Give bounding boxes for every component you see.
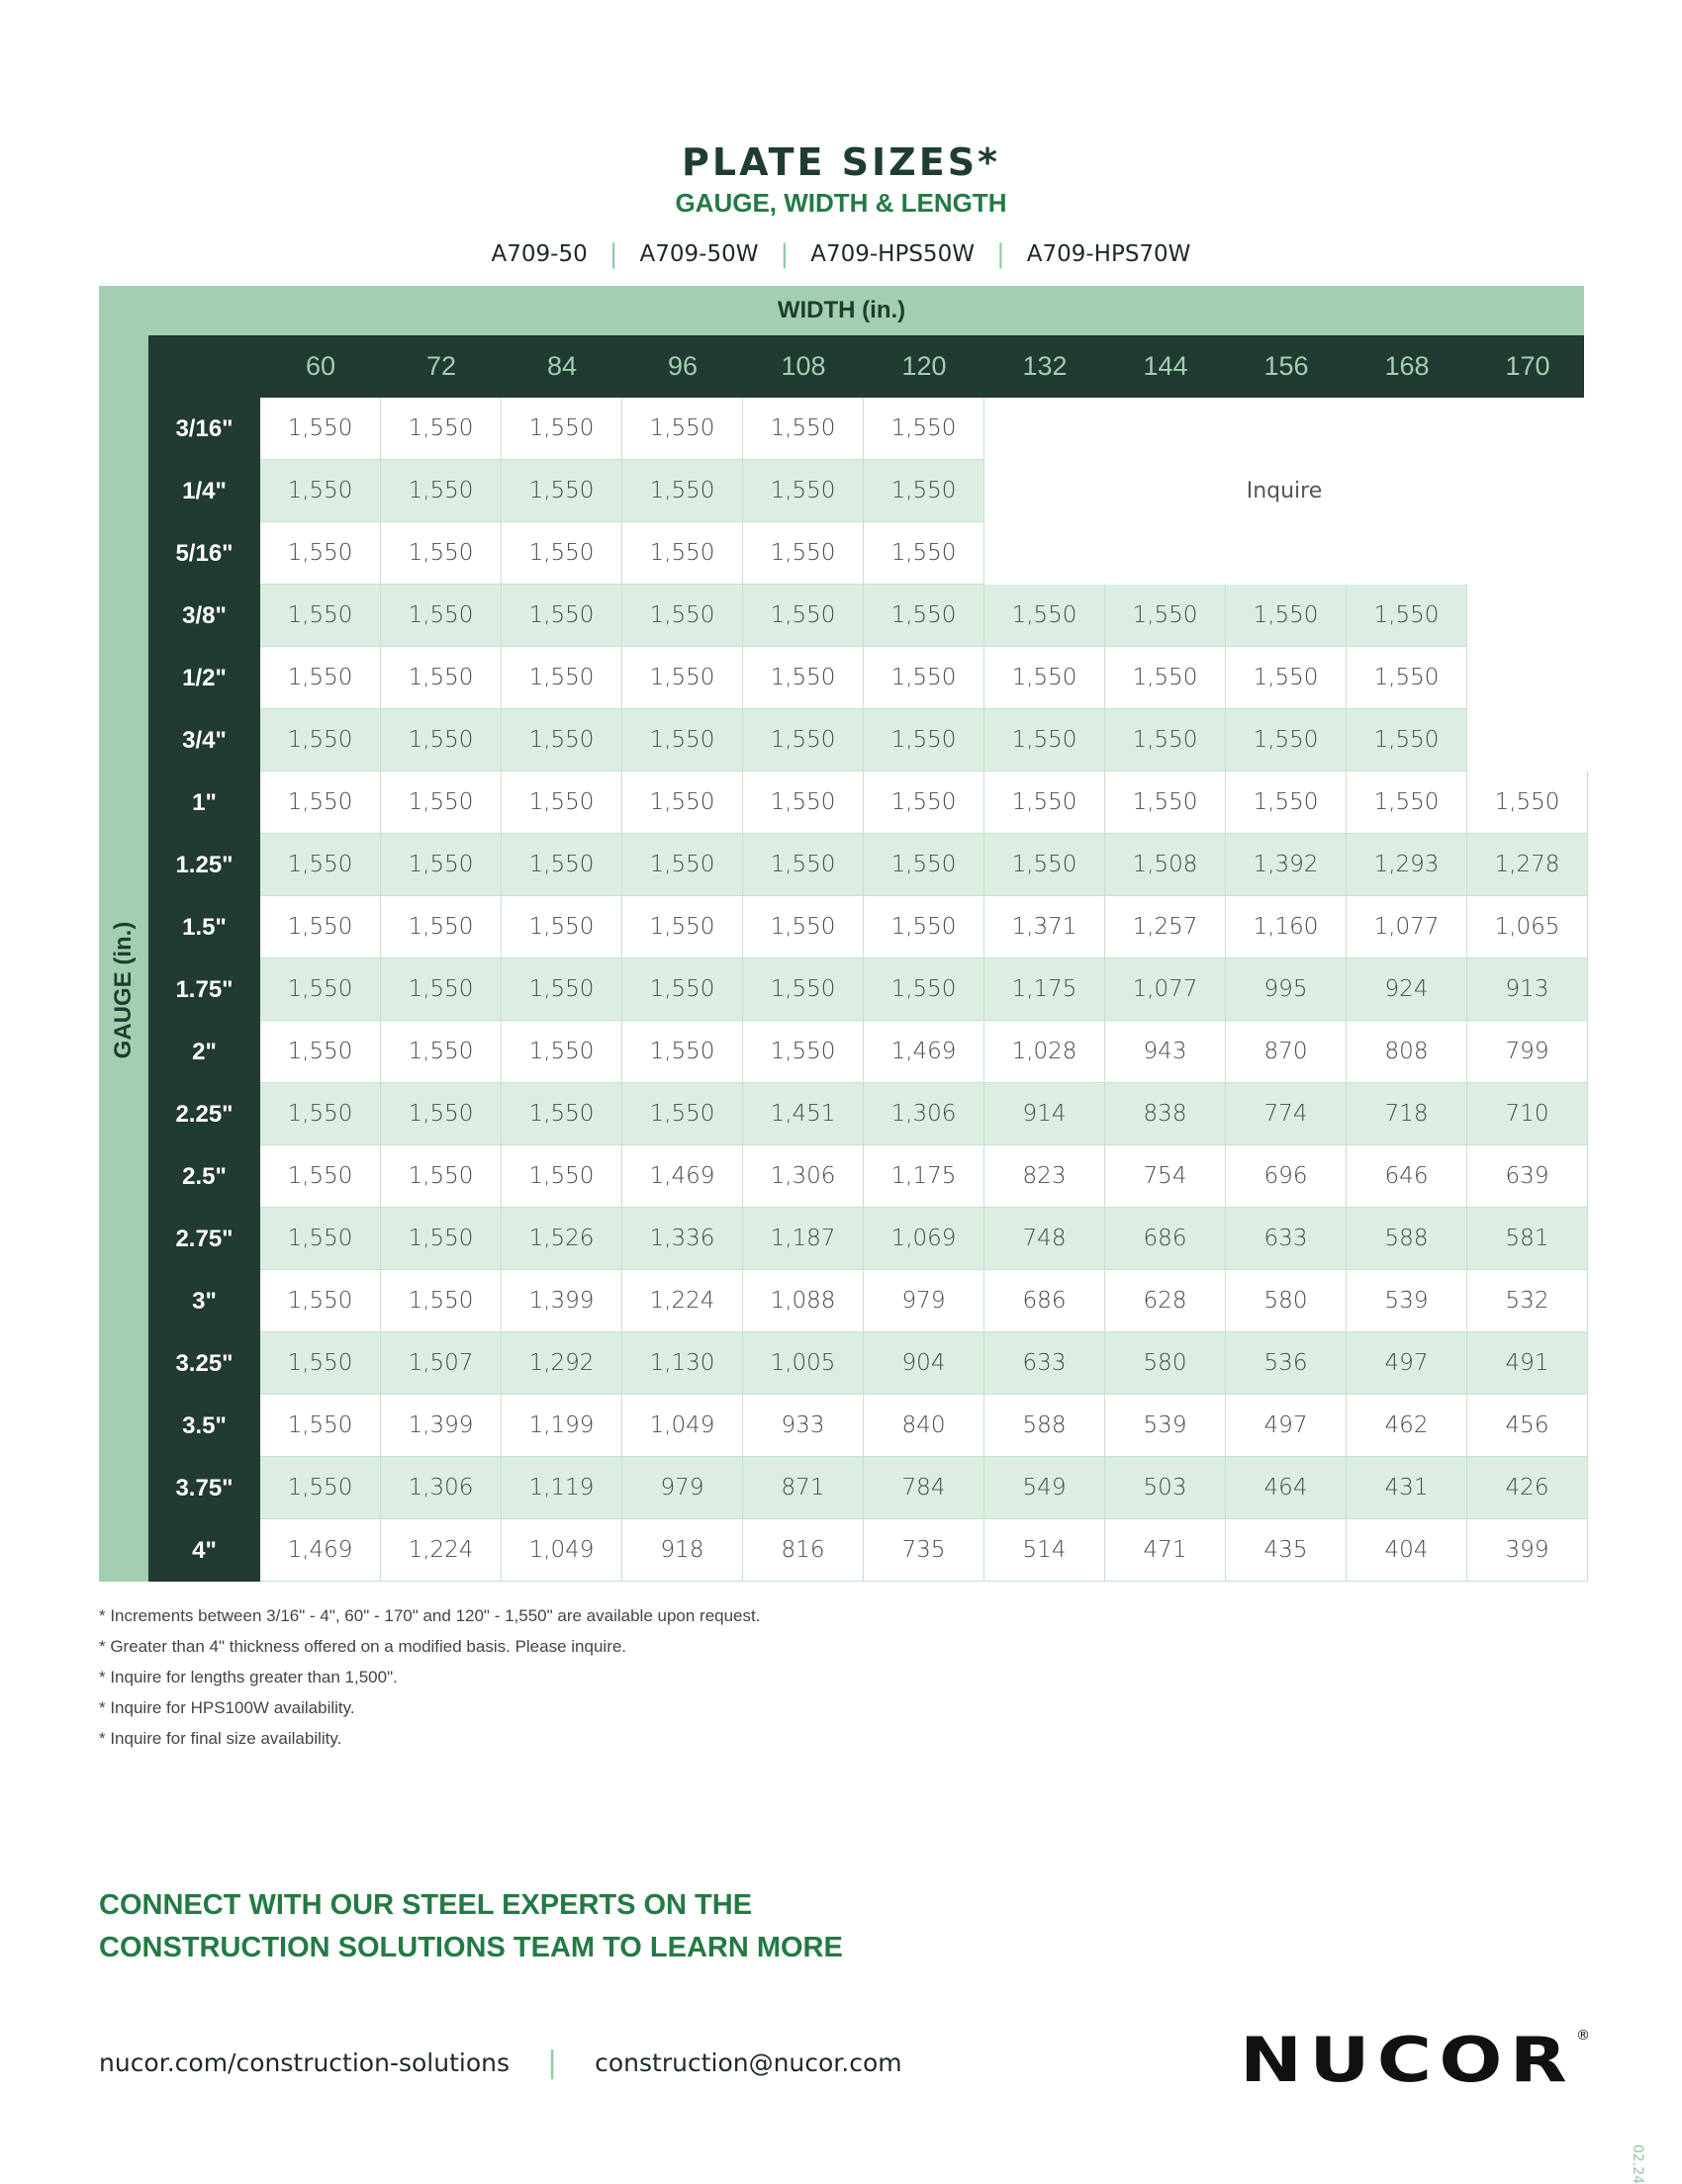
length-cell: 1,550 (260, 398, 381, 460)
width-header-cell: 120 (901, 351, 947, 381)
length-cell: 1,550 (1226, 647, 1347, 709)
length-cell: 1,550 (1226, 772, 1347, 834)
length-cell: 1,550 (381, 1270, 502, 1332)
length-cell: 646 (1347, 1145, 1467, 1208)
length-cell: 1,550 (622, 585, 743, 647)
length-cell: 581 (1467, 1208, 1588, 1270)
length-cell: 588 (1347, 1208, 1467, 1270)
length-cell: 1,550 (260, 1270, 381, 1332)
length-cell: 1,550 (864, 772, 984, 834)
length-cell: 1,550 (622, 1021, 743, 1083)
length-cell: 1,550 (260, 647, 381, 709)
length-cell: 1,550 (864, 896, 984, 958)
length-cell: 1,399 (502, 1270, 622, 1332)
length-cell: 1,550 (260, 834, 381, 896)
length-cell: 1,550 (381, 1208, 502, 1270)
width-header-cell: 168 (1384, 351, 1430, 381)
gauge-row-label: 5/16" (175, 540, 234, 567)
call-to-action (99, 1884, 843, 1969)
gauge-axis-label: GAUGE (in.) (110, 921, 137, 1059)
length-cell: 1,550 (502, 1021, 622, 1083)
length-cell: 1,175 (864, 1145, 984, 1208)
length-cell: 1,469 (622, 1145, 743, 1208)
length-cell: 1,550 (381, 522, 502, 585)
length-cell: 1,005 (743, 1332, 864, 1395)
length-cell: 718 (1347, 1083, 1467, 1145)
length-cell: 514 (984, 1519, 1105, 1582)
registered-mark: ® (1576, 2028, 1590, 2044)
length-cell: 918 (622, 1519, 743, 1582)
length-cell: 1,550 (260, 958, 381, 1021)
length-cell: 1,550 (984, 585, 1105, 647)
footnotes (99, 1600, 760, 1754)
length-cell: 1,550 (622, 522, 743, 585)
length-cell: 1,550 (743, 834, 864, 896)
grade-item: A709-50 (491, 241, 588, 267)
nucor-logo (1240, 2018, 1596, 2097)
length-cell: 1,306 (743, 1145, 864, 1208)
length-cell: 816 (743, 1519, 864, 1582)
length-cell: 1,550 (743, 460, 864, 522)
length-cell: 1,550 (502, 647, 622, 709)
width-header-row (148, 335, 1584, 398)
length-cell: 1,550 (502, 585, 622, 647)
length-cell: 1,278 (1467, 834, 1588, 896)
length-cell: 943 (1105, 1021, 1226, 1083)
length-cell: 1,550 (502, 398, 622, 460)
email-link[interactable]: construction@nucor.com (595, 2048, 902, 2077)
length-cell: 1,469 (864, 1021, 984, 1083)
length-cell: 1,399 (381, 1395, 502, 1457)
grade-item: A709-50W (639, 241, 759, 267)
inquire-note: Inquire (1246, 479, 1323, 503)
length-cell: 808 (1347, 1021, 1467, 1083)
length-cell: 1,550 (381, 772, 502, 834)
length-cell: 1,077 (1347, 896, 1467, 958)
length-cell: 580 (1226, 1270, 1347, 1332)
length-cell: 426 (1467, 1457, 1588, 1519)
length-cell: 1,550 (381, 1145, 502, 1208)
length-cell: 1,550 (260, 1208, 381, 1270)
length-cell: 1,550 (260, 772, 381, 834)
length-cell: 1,550 (502, 772, 622, 834)
length-cell: 1,550 (622, 896, 743, 958)
length-cell: 1,550 (622, 647, 743, 709)
footnote: * Inquire for HPS100W availability. (99, 1698, 355, 1717)
length-cell: 497 (1226, 1395, 1347, 1457)
length-cell: 1,550 (260, 1395, 381, 1457)
width-header-cell: 96 (667, 351, 699, 381)
length-cell: 1,550 (743, 772, 864, 834)
footnote: * Greater than 4" thickness offered on a modified basis. Please inquire. (99, 1637, 627, 1656)
width-axis-label: WIDTH (in.) (99, 286, 1584, 335)
length-cell: 1,292 (502, 1332, 622, 1395)
width-header-cell: 144 (1143, 351, 1188, 381)
gauge-row-label: 3/8" (182, 602, 227, 629)
length-cell: 1,550 (502, 460, 622, 522)
length-cell: 979 (864, 1270, 984, 1332)
length-cell: 871 (743, 1457, 864, 1519)
width-header-cell: 108 (781, 351, 826, 381)
length-cell: 1,550 (1467, 772, 1588, 834)
length-cell: 1,175 (984, 958, 1105, 1021)
page-title: PLATE SIZES* (682, 140, 1000, 184)
length-cell: 1,550 (743, 958, 864, 1021)
length-cell: 1,550 (381, 1021, 502, 1083)
length-cell: 696 (1226, 1145, 1347, 1208)
length-cell: 1,224 (622, 1270, 743, 1332)
length-cell: 1,550 (260, 896, 381, 958)
cta-line: CONNECT WITH OUR STEEL EXPERTS ON THE (99, 1889, 753, 1921)
length-cell: 1,550 (502, 958, 622, 1021)
length-cell: 1,187 (743, 1208, 864, 1270)
length-cell: 754 (1105, 1145, 1226, 1208)
document-date: 02.24 (1630, 2144, 1645, 2184)
length-cell: 748 (984, 1208, 1105, 1270)
length-cell: 1,550 (381, 460, 502, 522)
length-cell: 456 (1467, 1395, 1588, 1457)
length-cell: 1,550 (984, 647, 1105, 709)
length-cell: 1,257 (1105, 896, 1226, 958)
length-cell: 1,550 (381, 1083, 502, 1145)
width-header-cell: 84 (546, 351, 578, 381)
length-cell: 1,306 (864, 1083, 984, 1145)
length-cell: 435 (1226, 1519, 1347, 1582)
grade-item: A709-HPS50W (810, 241, 975, 267)
contact-info (99, 2046, 902, 2080)
length-cell: 1,550 (381, 958, 502, 1021)
length-cell: 1,550 (622, 834, 743, 896)
length-cell: 1,550 (381, 398, 502, 460)
length-cell: 1,550 (864, 834, 984, 896)
length-cell: 1,550 (1105, 709, 1226, 772)
length-cell: 1,550 (381, 709, 502, 772)
length-cell: 1,550 (984, 772, 1105, 834)
length-cell: 1,550 (502, 709, 622, 772)
length-cell: 1,550 (1105, 647, 1226, 709)
length-cell: 995 (1226, 958, 1347, 1021)
length-cell: 1,028 (984, 1021, 1105, 1083)
length-cell: 913 (1467, 958, 1588, 1021)
cta-line: CONSTRUCTION SOLUTIONS TEAM TO LEARN MORE (99, 1932, 843, 1963)
length-cell: 1,550 (502, 834, 622, 896)
gauge-row-label: 1" (192, 789, 217, 816)
length-cell: 686 (1105, 1208, 1226, 1270)
length-cell: 399 (1467, 1519, 1588, 1582)
length-cell: 1,550 (260, 709, 381, 772)
length-cell: 1,508 (1105, 834, 1226, 896)
gauge-row-label: 1.25" (175, 852, 234, 878)
gauge-row-label: 3/4" (182, 727, 227, 754)
length-cell: 1,160 (1226, 896, 1347, 958)
gauge-row-label: 2" (192, 1039, 217, 1065)
length-cell: 580 (1105, 1332, 1226, 1395)
length-cell: 870 (1226, 1021, 1347, 1083)
length-cell: 735 (864, 1519, 984, 1582)
length-cell: 1,550 (1347, 647, 1467, 709)
website-link[interactable]: nucor.com/construction-solutions (99, 2048, 510, 2077)
length-cell: 539 (1105, 1395, 1226, 1457)
gauge-row-label: 4" (192, 1537, 217, 1564)
length-cell: 1,550 (1226, 585, 1347, 647)
gauge-row-label: 1/2" (182, 665, 227, 691)
length-cell: 1,550 (502, 1083, 622, 1145)
length-cell: 1,392 (1226, 834, 1347, 896)
length-cell: 1,550 (260, 1083, 381, 1145)
length-cell: 549 (984, 1457, 1105, 1519)
length-cell: 1,550 (864, 398, 984, 460)
width-header-cell: 170 (1505, 351, 1550, 381)
length-cell: 1,550 (984, 709, 1105, 772)
length-cell: 536 (1226, 1332, 1347, 1395)
length-cell: 1,550 (260, 1332, 381, 1395)
length-cell: 1,550 (622, 398, 743, 460)
contact-separator: | (547, 2046, 558, 2080)
gauge-row-label: 3.5" (182, 1412, 227, 1439)
length-cell: 823 (984, 1145, 1105, 1208)
length-cell: 404 (1347, 1519, 1467, 1582)
length-cell: 532 (1467, 1270, 1588, 1332)
length-cell: 1,550 (381, 647, 502, 709)
footnote: * Inquire for lengths greater than 1,500". (99, 1668, 398, 1686)
length-cell: 1,550 (622, 772, 743, 834)
length-cell: 1,550 (743, 647, 864, 709)
length-cell: 1,550 (381, 585, 502, 647)
length-cell: 1,526 (502, 1208, 622, 1270)
length-cell: 1,550 (1105, 585, 1226, 647)
gauge-row-label: 2.5" (182, 1163, 227, 1190)
length-cell: 1,550 (743, 522, 864, 585)
length-cell: 1,065 (1467, 896, 1588, 958)
length-cell: 1,451 (743, 1083, 864, 1145)
width-header-cell: 132 (1022, 351, 1068, 381)
length-cell: 1,371 (984, 896, 1105, 958)
length-cell: 1,306 (381, 1457, 502, 1519)
length-cell: 1,550 (743, 709, 864, 772)
length-cell: 633 (984, 1332, 1105, 1395)
length-cell: 628 (1105, 1270, 1226, 1332)
gauge-row-label: 1/4" (182, 478, 227, 504)
length-cell: 1,550 (1347, 709, 1467, 772)
length-cell: 1,550 (260, 460, 381, 522)
length-cell: 1,550 (502, 1145, 622, 1208)
length-cell: 1,130 (622, 1332, 743, 1395)
length-cell: 497 (1347, 1332, 1467, 1395)
footnote: * Inquire for final size availability. (99, 1729, 342, 1748)
gauge-row-label: 2.75" (175, 1226, 234, 1252)
gauge-row-label: 1.5" (182, 914, 227, 941)
length-cell: 1,469 (260, 1519, 381, 1582)
length-cell: 1,550 (864, 585, 984, 647)
width-header-cell: 72 (425, 351, 457, 381)
length-cell: 1,077 (1105, 958, 1226, 1021)
length-cell: 1,507 (381, 1332, 502, 1395)
length-cell: 1,550 (381, 896, 502, 958)
length-cell: 979 (622, 1457, 743, 1519)
length-cell: 1,550 (743, 1021, 864, 1083)
footnote: * Increments between 3/16" - 4", 60" - 170" and 120" - 1,550" are available upon request. (99, 1606, 761, 1625)
length-cell: 1,550 (864, 460, 984, 522)
length-cell: 1,224 (381, 1519, 502, 1582)
width-header-cell: 156 (1263, 351, 1309, 381)
length-cell: 462 (1347, 1395, 1467, 1457)
length-cell: 1,049 (622, 1395, 743, 1457)
length-cell: 1,550 (1226, 709, 1347, 772)
gauge-row-label: 1.75" (175, 976, 234, 1003)
length-cell: 1,550 (984, 834, 1105, 896)
length-cell: 1,550 (260, 585, 381, 647)
length-cell: 471 (1105, 1519, 1226, 1582)
length-cell: 933 (743, 1395, 864, 1457)
length-cell: 1,550 (622, 460, 743, 522)
length-cell: 1,550 (864, 522, 984, 585)
length-cell: 904 (864, 1332, 984, 1395)
length-cell: 1,199 (502, 1395, 622, 1457)
length-cell: 1,550 (1105, 772, 1226, 834)
length-cell: 1,550 (743, 585, 864, 647)
length-cell: 1,550 (381, 834, 502, 896)
length-cell: 431 (1347, 1457, 1467, 1519)
length-cell: 1,550 (864, 647, 984, 709)
plate-size-table (99, 286, 1584, 1582)
gauge-row-label: 3.25" (175, 1350, 234, 1377)
length-cell: 1,550 (743, 398, 864, 460)
length-cell: 1,049 (502, 1519, 622, 1582)
length-cell: 710 (1467, 1083, 1588, 1145)
length-cell: 1,550 (260, 1145, 381, 1208)
length-cell: 1,550 (743, 896, 864, 958)
length-cell: 1,550 (1347, 772, 1467, 834)
length-cell: 799 (1467, 1021, 1588, 1083)
gauge-label-column (148, 398, 260, 1582)
length-cell: 464 (1226, 1457, 1347, 1519)
width-header-cell: 60 (305, 351, 336, 381)
length-cell: 1,550 (260, 522, 381, 585)
length-cell: 1,550 (622, 709, 743, 772)
length-cell: 1,336 (622, 1208, 743, 1270)
length-cell: 1,550 (502, 896, 622, 958)
grade-separator: | (608, 239, 618, 269)
length-cell: 924 (1347, 958, 1467, 1021)
length-cell: 1,293 (1347, 834, 1467, 896)
length-cell: 784 (864, 1457, 984, 1519)
logo-wordmark: NUCOR (1240, 2024, 1574, 2096)
gauge-row-label: 2.25" (175, 1101, 234, 1128)
length-grid (260, 398, 1584, 1582)
gauge-row-label: 3.75" (175, 1475, 234, 1502)
length-cell: 503 (1105, 1457, 1226, 1519)
length-cell: 840 (864, 1395, 984, 1457)
length-cell: 1,088 (743, 1270, 864, 1332)
grade-separator: | (995, 239, 1005, 269)
grade-item: A709-HPS70W (1026, 241, 1191, 267)
length-cell: 491 (1467, 1332, 1588, 1395)
length-cell: 1,550 (622, 1083, 743, 1145)
length-cell: 588 (984, 1395, 1105, 1457)
length-cell: 1,550 (260, 1457, 381, 1519)
length-cell: 1,550 (502, 522, 622, 585)
length-cell: 1,550 (1347, 585, 1467, 647)
grade-list (0, 239, 1682, 269)
length-cell: 639 (1467, 1145, 1588, 1208)
length-cell: 633 (1226, 1208, 1347, 1270)
page-subtitle: GAUGE, WIDTH & LENGTH (675, 188, 1007, 218)
length-cell: 838 (1105, 1083, 1226, 1145)
gauge-row-label: 3/16" (175, 415, 234, 442)
grade-separator: | (780, 239, 790, 269)
length-cell: 914 (984, 1083, 1105, 1145)
length-cell: 774 (1226, 1083, 1347, 1145)
length-cell: 1,119 (502, 1457, 622, 1519)
length-cell: 1,069 (864, 1208, 984, 1270)
gauge-row-label: 3" (192, 1288, 217, 1315)
length-cell: 539 (1347, 1270, 1467, 1332)
length-cell: 1,550 (622, 958, 743, 1021)
length-cell: 1,550 (864, 958, 984, 1021)
length-cell: 1,550 (260, 1021, 381, 1083)
length-cell: 686 (984, 1270, 1105, 1332)
length-cell: 1,550 (864, 709, 984, 772)
